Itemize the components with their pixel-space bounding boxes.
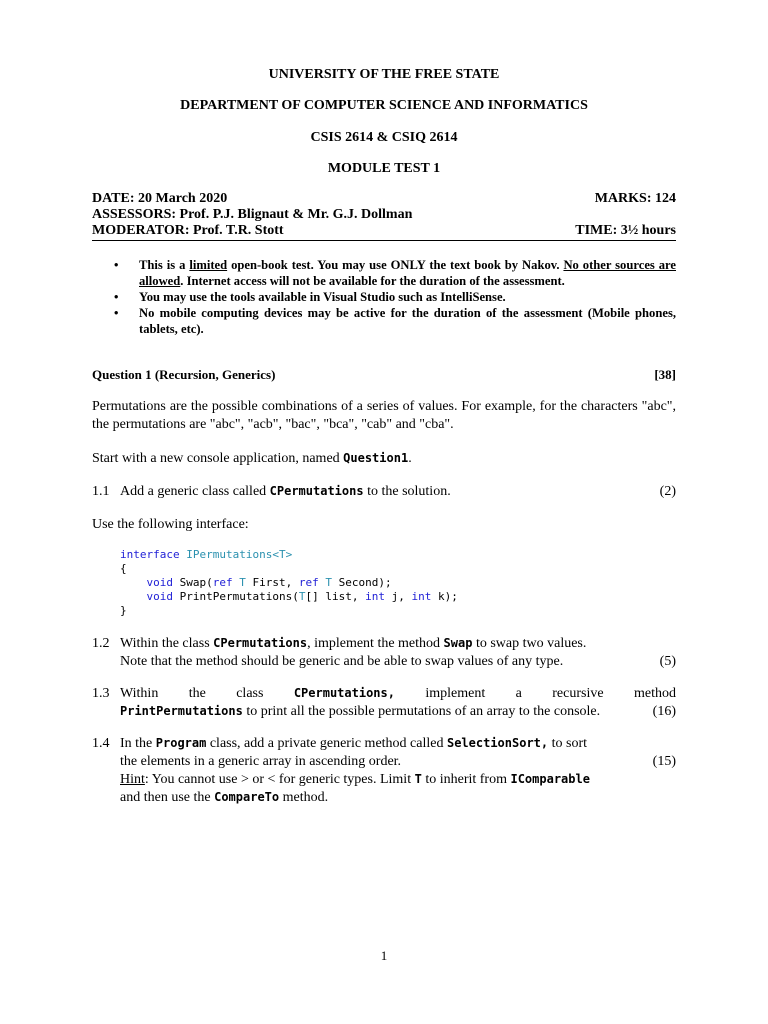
instructions-list [114, 257, 676, 337]
department-name: DEPARTMENT OF COMPUTER SCIENCE AND INFORMATICS [180, 98, 588, 113]
assessors: ASSESSORS: Prof. P.J. Blignaut & Mr. G.J. Dollman [92, 207, 413, 222]
header-divider [92, 240, 676, 241]
question-marks: [38] [654, 367, 676, 382]
subquestion-marks: (16) [652, 704, 676, 719]
instruction-item: • This is a limited open-book test. You may use ONLY the text book by Nakov. No other sources are allowed. Internet access will not be available for the duration of the assessment. [114, 257, 676, 289]
test-date: DATE: 20 March 2020 [92, 191, 228, 206]
time-allowed: TIME: 3½ hours [575, 223, 676, 238]
subquestion-1-2: 1.2 Within the class CPermutations, implement the method Swap to swap two values. Note that the method should be generic and be able to swap values of any type. (5) [92, 636, 676, 669]
university-name: UNIVERSITY OF THE FREE STATE [268, 67, 500, 82]
instruction-item: • You may use the tools available in Visual Studio such as IntelliSense. [114, 289, 676, 305]
total-marks: MARKS: 124 [594, 191, 676, 206]
subquestion-1-4: 1.4 In the Program class, add a private generic method called SelectionSort, to sort the elements in a generic array in ascending order. (15) Hint: You cannot use > or < for generic types. Limit T to inherit from IComparable and then use the CompareTo method. [92, 736, 676, 805]
subquestion-marks: (15) [652, 754, 676, 769]
interface-code-block: interface IPermutations<T> { void Swap(ref T First, ref T Second); void PrintPermutations(T[] list, int j, int k); } [120, 548, 458, 617]
course-codes: CSIS 2614 & CSIQ 2614 [310, 130, 458, 145]
page-number: 1 [380, 948, 388, 963]
test-title: MODULE TEST 1 [327, 161, 441, 176]
start-instruction: Start with a new console application, named Question1. [92, 451, 412, 466]
question-title: Question 1 (Recursion, Generics) [92, 367, 276, 382]
subquestion-marks: (2) [659, 484, 676, 499]
moderator: MODERATOR: Prof. T.R. Stott [92, 223, 284, 238]
intro-paragraph: Permutations are the possible combinations of a series of values. For example, for the characters "abc", the permutations are "abc", "acb", "bac", "bca", "cab" and "cba". [92, 399, 676, 432]
instruction-item: • No mobile computing devices may be active for the duration of the assessment (Mobile phones, tablets, etc). [114, 305, 676, 337]
use-interface-text: Use the following interface: [92, 517, 249, 532]
subquestion-1-3: 1.3 Within the class CPermutations, implement a recursive method PrintPermutations to print all the possible permutations of an array to the console. (16) [92, 686, 676, 719]
subquestion-marks: (5) [659, 654, 676, 669]
document-page: UNIVERSITY OF THE FREE STATE DEPARTMENT OF COMPUTER SCIENCE AND INFORMATICS CSIS 2614 & CSIQ 2614 MODULE TEST 1 DATE: 20 March 2020 MARKS: 124 ASSESSORS: Prof. P.J. Blignaut & Mr. G.J. Dollman MODERATOR: Prof. T.R. Stott TIME: 3½ hours • This is a limited open-book test. You may use ONLY the text book by Nakov. No other sources are allowed. Internet access will not be available for the duration of the assessment. • You may use the tools available in Visual Studio such as IntelliSense. • No mobile computing devices may be active for the duration of the assessment (Mobile phones, tablets, etc). Question 1 (Recursion, Generics) [38] Permutations are the possible combinations of a series of values. For example, for the characters "abc", the permutations are "abc", "acb", "bac", "bca", "cab" and "cba". Start with a new console application, named Question1. 1.1 Add a generic class called CPermutations to the solution. (2) Use the following interface: interface IPermutations<T> { void Swap(ref T First, ref T Second); void PrintPermutations(T[] list, int j, int k); } 1.2 Within the class CPermutations, implement the method Swap to swap two values. Note that the method should be generic and be able to swap values of any type. (5) 1.3 Within the class CPermutations, implement a recursive method PrintPermutations to print all the possible permutations of an array to the console. (16) 1.4 In the Program class, add a private generic method called SelectionSort, to sort the elements in a generic array in ascending order. (15) Hint: You cannot use > or < for generic types. Limit T to inherit from IComparable and then use the CompareTo method. 1 [0, 0, 768, 1024]
